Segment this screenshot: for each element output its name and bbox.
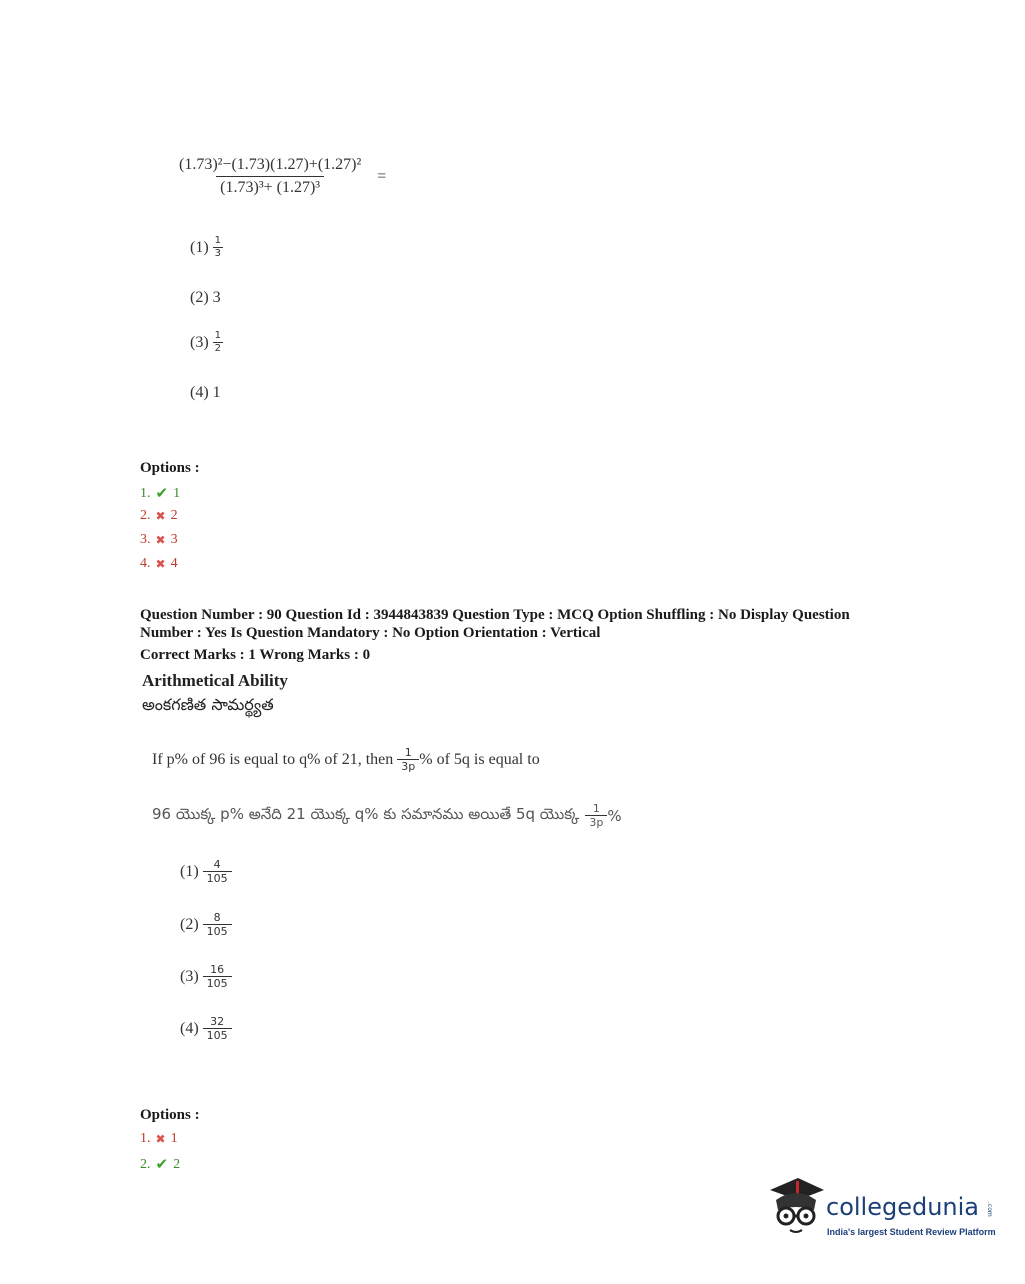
question-fraction-telugu xyxy=(585,803,607,828)
choice-fraction xyxy=(203,859,232,884)
answer-value: 4 xyxy=(170,556,178,571)
cross-icon: ✖ xyxy=(155,508,166,523)
choice-value: 3 xyxy=(212,289,221,306)
choice-3 xyxy=(190,331,223,354)
choice-1 xyxy=(190,236,223,259)
choice-label: (2) xyxy=(190,289,209,306)
fraction-numerator: 1 xyxy=(214,235,222,246)
options-heading: Options : xyxy=(140,1107,200,1123)
check-icon: ✔ xyxy=(155,1157,169,1173)
choice-fraction xyxy=(203,964,232,989)
answer-option-2 xyxy=(140,508,178,524)
choice-fraction xyxy=(203,1016,232,1041)
answer-option-3 xyxy=(140,532,178,548)
answer-index: 2. xyxy=(140,1156,151,1172)
choice-2 xyxy=(190,289,221,307)
question-metadata xyxy=(140,606,910,642)
question-text-telugu-end: % xyxy=(607,806,622,825)
fraction-denominator: 105 xyxy=(203,1028,232,1041)
answer-value: 2 xyxy=(173,1156,181,1172)
logo-wordmark: collegedunia xyxy=(826,1193,980,1221)
choice-label: (4) xyxy=(190,384,209,401)
choice-4 xyxy=(190,384,221,402)
logo-tagline: India's largest Student Review Platform xyxy=(827,1227,996,1237)
cross-icon: ✖ xyxy=(155,1131,166,1146)
question-text-english xyxy=(152,747,540,772)
equals-sign: = xyxy=(377,167,387,185)
choice-label: (3) xyxy=(190,333,209,351)
fraction-denominator: 3 xyxy=(214,248,222,259)
fraction-numerator: 1 xyxy=(214,330,222,341)
choice-label: (1) xyxy=(190,238,209,256)
answer-option-2 xyxy=(140,1155,180,1174)
answer-option-1 xyxy=(140,484,180,503)
metadata-line-2: Number : Yes Is Question Mandatory : No Option Orientation : Vertical xyxy=(140,625,601,641)
answer-index: 2. xyxy=(140,508,151,523)
logo-tld: .com xyxy=(986,1202,993,1217)
expression-denominator: (1.73)³+ (1.27)³ xyxy=(216,176,324,196)
choice-label: (3) xyxy=(180,967,199,985)
cross-icon: ✖ xyxy=(155,532,166,547)
choice-fraction xyxy=(213,331,223,354)
check-icon: ✔ xyxy=(155,486,169,502)
question-text-end: % of 5q is equal to xyxy=(419,750,540,768)
fraction-numerator: 4 xyxy=(213,858,221,871)
choice-2 xyxy=(180,912,232,937)
fraction-denominator: 105 xyxy=(203,976,232,989)
choice-value: 1 xyxy=(212,384,221,401)
choice-3 xyxy=(180,964,232,989)
answer-index: 4. xyxy=(140,556,151,571)
fraction-numerator: 32 xyxy=(210,1015,225,1028)
question-text-telugu-start: 96 యొక్క p% అనేది 21 యొక్క q% కు సమానము అయితే 5q యొక్క xyxy=(152,804,580,823)
expression-numerator: (1.73)²−(1.73)(1.27)+(1.27)² xyxy=(179,156,362,173)
question-text-telugu xyxy=(152,803,622,828)
fraction-denominator: 105 xyxy=(203,924,232,937)
question-fraction xyxy=(397,747,419,772)
choice-label: (4) xyxy=(180,1019,199,1037)
answer-option-1 xyxy=(140,1131,178,1147)
expression-fraction xyxy=(175,157,365,196)
answer-value: 1 xyxy=(173,485,181,501)
answer-value: 3 xyxy=(170,532,178,547)
fraction-denominator: 3p xyxy=(585,815,607,828)
fraction-denominator: 3p xyxy=(397,759,419,772)
metadata-line-1: Question Number : 90 Question Id : 3944843839 Question Type : MCQ Option Shuffling : No Display Question xyxy=(140,607,850,623)
choice-label: (2) xyxy=(180,915,199,933)
fraction-denominator: 105 xyxy=(203,871,232,884)
answer-index: 3. xyxy=(140,532,151,547)
logo-mascot-icon xyxy=(766,1176,826,1240)
choice-4 xyxy=(180,1016,232,1041)
question-expression xyxy=(175,157,386,196)
fraction-denominator: 2 xyxy=(214,343,222,354)
answer-index: 1. xyxy=(140,485,151,501)
answer-option-4 xyxy=(140,556,178,572)
answer-index: 1. xyxy=(140,1131,151,1146)
cross-icon: ✖ xyxy=(155,556,166,571)
fraction-numerator: 1 xyxy=(404,746,412,759)
fraction-numerator: 8 xyxy=(213,911,221,924)
section-title-telugu: అంకగణిత సామర్థ్యత xyxy=(142,695,274,714)
options-heading: Options : xyxy=(140,460,200,476)
section-title-english: Arithmetical Ability xyxy=(142,671,288,690)
choice-fraction xyxy=(203,912,232,937)
question-marks: Correct Marks : 1 Wrong Marks : 0 xyxy=(140,647,371,663)
answer-value: 1 xyxy=(170,1131,178,1146)
question-text-start: If p% of 96 is equal to q% of 21, then xyxy=(152,750,394,768)
choice-fraction xyxy=(213,236,223,259)
answer-value: 2 xyxy=(170,508,178,523)
choice-1 xyxy=(180,859,232,884)
fraction-numerator: 1 xyxy=(592,802,600,815)
choice-label: (1) xyxy=(180,862,199,880)
fraction-numerator: 16 xyxy=(210,963,225,976)
